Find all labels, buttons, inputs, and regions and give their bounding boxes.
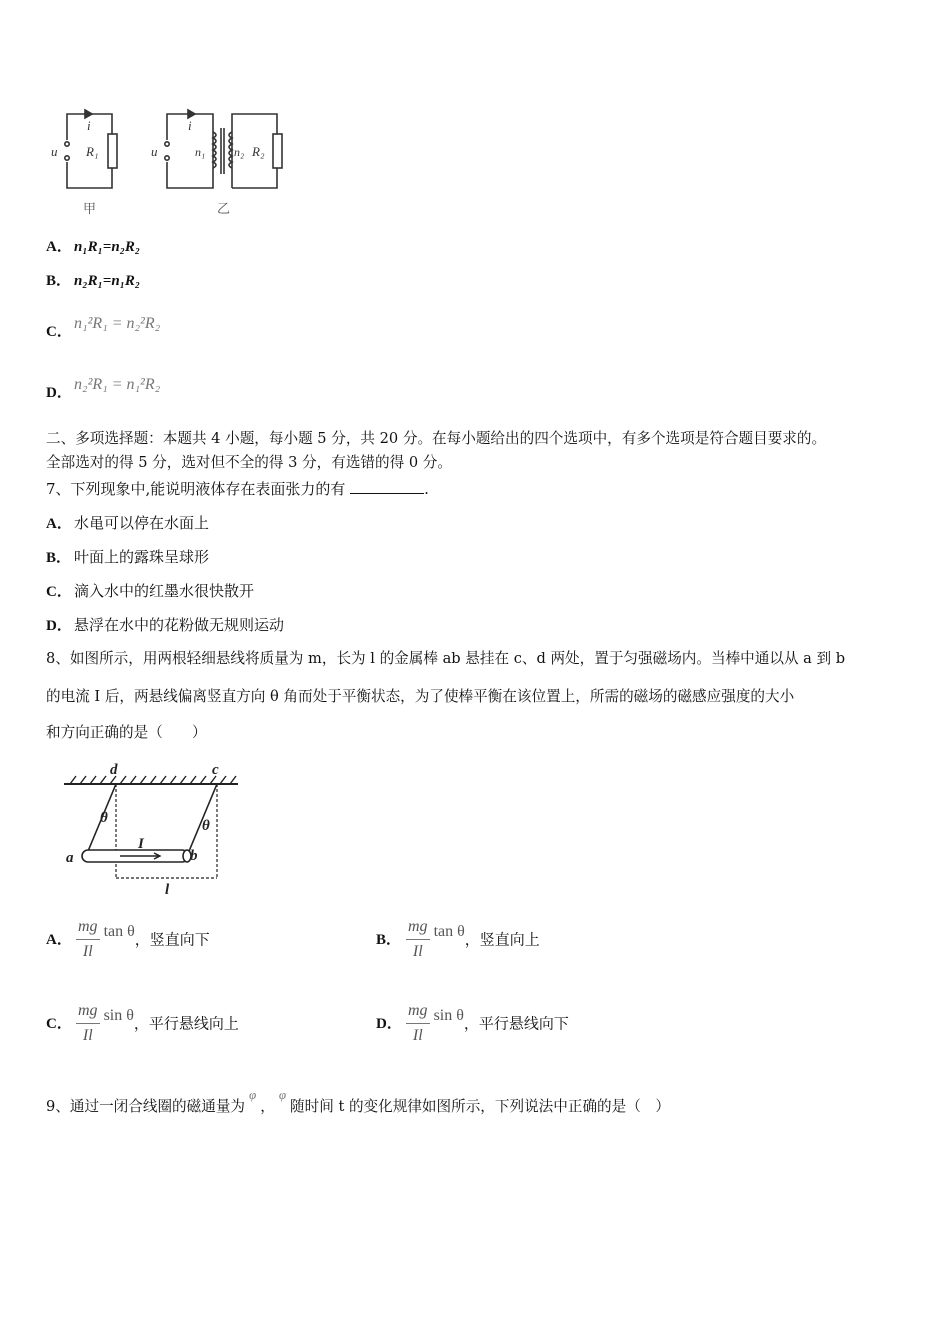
hanging-rod-figure	[60, 758, 250, 898]
q7-option-b	[46, 547, 209, 568]
right-resistor-label: R₂	[252, 144, 265, 159]
right-voltage-label: u	[151, 144, 158, 159]
label-theta-left: θ	[100, 810, 108, 826]
option-letter: B．	[46, 550, 72, 566]
left-voltage-label: u	[51, 144, 58, 159]
fraction-denominator: Il	[82, 1027, 93, 1044]
answer-blank	[350, 479, 424, 494]
label-c: c	[212, 762, 219, 778]
label-a: a	[66, 850, 74, 866]
q8-option-b	[376, 917, 540, 962]
fraction-denominator: Il	[412, 943, 423, 960]
option-letter: D．	[46, 618, 72, 634]
primary-turns-label: n₁	[195, 145, 206, 159]
option-letter: C．	[46, 584, 72, 600]
option-letter: B．	[46, 273, 72, 289]
fraction-numerator: mg	[76, 1001, 100, 1024]
left-current-label: i	[87, 118, 91, 133]
option-letter: B．	[376, 931, 402, 948]
q9-comma: ，	[260, 1098, 275, 1115]
section-heading-line2: 全部选对的得 5 分，选对但不全的得 3 分，有选错的得 0 分。	[46, 454, 452, 471]
q7-option-a	[46, 513, 209, 534]
trig-term: tan θ	[433, 922, 465, 940]
fraction-numerator: mg	[76, 917, 100, 940]
option-letter: A．	[46, 239, 72, 255]
option-text: 悬浮在水中的花粉做无规则运动	[74, 616, 285, 634]
q8-option-a	[46, 917, 210, 962]
option-letter: D．	[46, 385, 72, 401]
fraction-numerator: mg	[406, 1001, 430, 1024]
label-d: d	[110, 762, 118, 778]
q8-stem-line3: 和方向正确的是（ ）	[46, 724, 207, 741]
option-formula: n₁²R₁ = n₂²R₂	[74, 315, 161, 332]
q6-option-b	[46, 270, 140, 291]
label-b: b	[190, 848, 198, 864]
q9-stem	[46, 1087, 671, 1117]
section-heading-line1: 二、多项选择题：本题共 4 小题，每小题 5 分，共 20 分。在每小题给出的四个选项中，有多个选项是符合题目要求的。	[46, 430, 827, 447]
left-resistor-label: R₁	[86, 144, 99, 159]
q9-text-part1: 9、通过一闭合线圈的磁通量为	[46, 1098, 246, 1115]
option-letter: D．	[376, 1015, 402, 1032]
option-text: 叶面上的露珠呈球形	[74, 548, 210, 566]
q7-stem-text: 7、下列现象中,能说明液体存在表面张力的有	[46, 480, 346, 498]
q7-option-d	[46, 615, 284, 636]
direction-text: ，竖直向下	[134, 930, 210, 949]
label-theta-right: θ	[202, 818, 210, 834]
phi-symbol: φ	[249, 1087, 257, 1102]
q6-option-c	[46, 313, 160, 342]
phi-symbol: φ	[278, 1087, 287, 1102]
left-caption: 甲	[83, 201, 97, 216]
right-current-label: i	[188, 118, 192, 133]
q7-stem-end: .	[424, 480, 429, 498]
q8-option-d	[376, 1001, 569, 1046]
q9-text-part2: 随时间 t 的变化规律如图所示，下列说法中正确的是（ ）	[290, 1098, 671, 1115]
q6-option-d	[46, 374, 160, 403]
fraction	[406, 917, 430, 962]
q8-stem-line2: 的电流 I 后，两悬线偏离竖直方向 θ 角而处于平衡状态，为了使棒平衡在该位置上，所需的磁场的磁感应强度的大小	[46, 688, 795, 705]
option-text: 水黾可以停在水面上	[74, 514, 210, 532]
option-letter: A．	[46, 516, 72, 532]
secondary-turns-label: n₂	[234, 145, 245, 159]
right-caption: 乙	[217, 201, 231, 216]
q7-option-c	[46, 581, 254, 602]
q8-stem-line1: 8、如图所示，用两根轻细悬线将质量为 m，长为 l 的金属棒 ab 悬挂在 c、d 两处，置于匀强磁场内。当棒中通以从 a 到 b	[46, 650, 846, 667]
direction-text: ，平行悬线向上	[133, 1014, 239, 1033]
label-current: I	[138, 836, 144, 852]
option-letter: C．	[46, 1015, 72, 1032]
fraction-denominator: Il	[82, 943, 93, 960]
option-text: 滴入水中的红墨水很快散开	[74, 582, 255, 600]
fraction	[76, 917, 100, 962]
option-letter: C．	[46, 324, 72, 340]
q6-option-a	[46, 236, 140, 257]
trig-term: sin θ	[103, 1006, 134, 1024]
fraction	[406, 1001, 430, 1046]
option-letter: A．	[46, 931, 72, 948]
option-formula: n₂²R₁ = n₁²R₂	[74, 376, 161, 393]
label-length: l	[165, 882, 170, 898]
fraction-numerator: mg	[406, 917, 430, 940]
trig-term: tan θ	[103, 922, 135, 940]
fraction-denominator: Il	[412, 1027, 423, 1044]
q7-stem	[46, 479, 429, 499]
q8-option-c	[46, 1001, 239, 1046]
trig-term: sin θ	[433, 1006, 464, 1024]
direction-text: ，平行悬线向下	[463, 1014, 569, 1033]
option-text: n₁R₁=n₂R₂	[74, 239, 141, 255]
fraction	[76, 1001, 100, 1046]
direction-text: ，竖直向上	[464, 930, 540, 949]
option-text: n₂R₁=n₁R₂	[74, 273, 141, 289]
circuit-figure	[45, 100, 290, 220]
